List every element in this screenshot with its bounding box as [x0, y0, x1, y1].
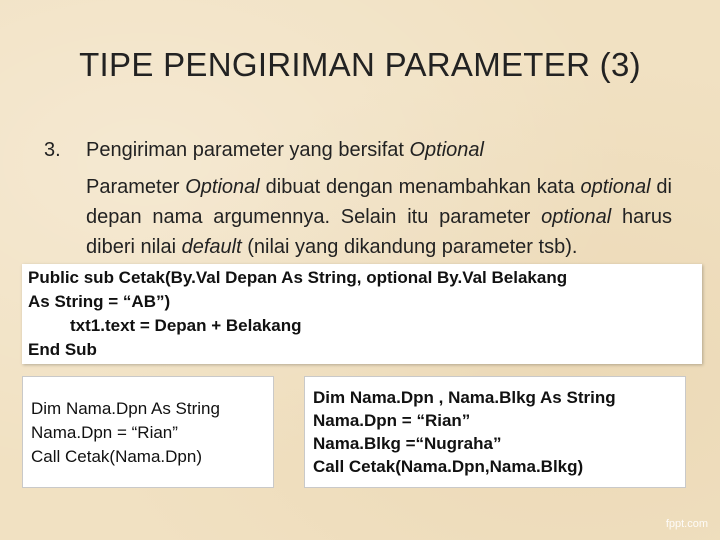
example-line: Call Cetak(Nama.Dpn)	[31, 447, 202, 466]
list-item-text: Pengiriman parameter yang bersifat Optional	[86, 139, 484, 161]
list-number: 3.	[44, 139, 61, 161]
code-line: As String = “AB”)	[28, 292, 171, 311]
code-block	[22, 264, 702, 364]
example-line: Call Cetak(Nama.Dpn,Nama.Blkg)	[313, 457, 584, 476]
example-line: Nama.Dpn = “Rian”	[31, 423, 178, 442]
slide-title: TIPE PENGIRIMAN PARAMETER (3)	[79, 46, 641, 83]
example-box-left	[22, 376, 274, 488]
description-paragraph: Parameter Optional dibuat dengan menambahkan kata optional di depan nama argumennya. Selain itu parameter optional harus diberi nilai default (nilai yang dikandung parameter tsb).	[86, 176, 672, 258]
example-line: Dim Nama.Dpn As String	[31, 399, 220, 418]
code-line: Public sub Cetak(By.Val Depan As String, optional By.Val Belakang	[28, 268, 568, 287]
example-line: Nama.Dpn = “Rian”	[313, 411, 471, 430]
code-line: End Sub	[28, 340, 97, 359]
example-line: Dim Nama.Dpn , Nama.Blkg As String	[313, 388, 616, 407]
example-line: Nama.Blkg =“Nugraha”	[313, 434, 502, 453]
code-line: txt1.text = Depan + Belakang	[70, 316, 302, 335]
watermark: fppt.com	[665, 518, 708, 530]
example-box-right	[304, 376, 686, 488]
